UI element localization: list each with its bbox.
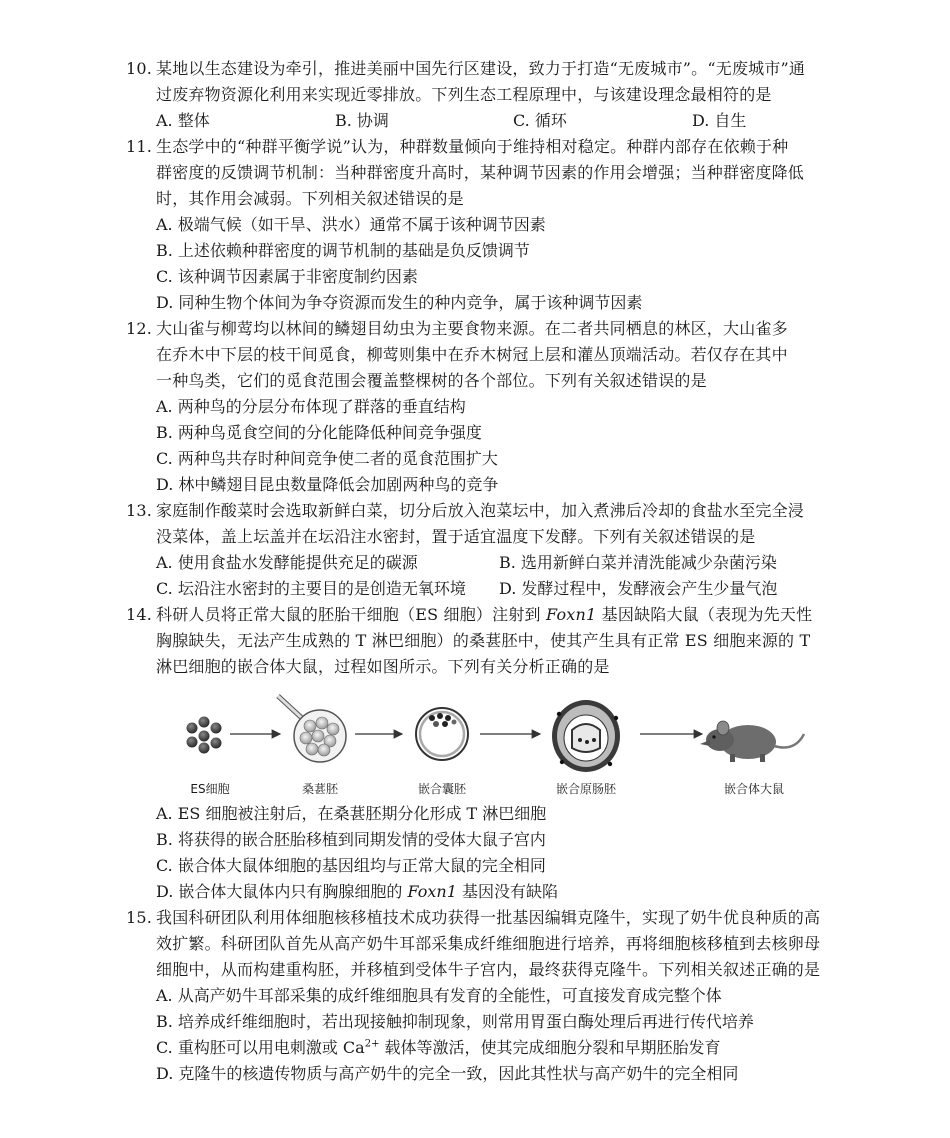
q11-stem-3: 时，其作用会减弱。下列相关叙述错误的是 xyxy=(156,189,464,208)
q13-stem-1: 家庭制作酸菜时会选取新鲜白菜，切分后放入泡菜坛中，加入煮沸后冷却的食盐水至完全浸 xyxy=(156,501,805,520)
q10-stem-2: 过废弃物资源化利用来实现近零排放。下列生态工程原理中，与该建设理念最相符的是 xyxy=(156,85,772,104)
q13-option-c[interactable]: C. 坛沿注水密封的主要目的是创造无氧环境 xyxy=(156,579,466,598)
morula-icon xyxy=(278,696,346,762)
q13-option-a[interactable]: A. 使用食盐水发酵能提供充足的碳源 xyxy=(156,553,418,572)
q13-option-d[interactable]: D. 发酵过程中，发酵液会产生少量气泡 xyxy=(499,579,778,598)
label-gastrula: 嵌合原肠胚 xyxy=(555,782,616,796)
rat-icon xyxy=(700,721,804,762)
q11-line-1 xyxy=(126,134,788,160)
q15-number: 15. xyxy=(126,908,153,927)
q15-option-b[interactable]: B. 培养成纤维细胞时，若出现接触抑制现象，则常用胃蛋白酶处理后再进行传代培养 xyxy=(156,1012,754,1031)
q12-stem-2: 在乔木中下层的枝干间觅食，柳莺则集中在乔木树冠上层和灌丛顶端活动。若仅存在其中 xyxy=(156,345,788,364)
q12-stem-3: 一种鸟类，它们的觅食范围会覆盖整棵树的各个部位。下列有关叙述错误的是 xyxy=(156,371,707,390)
q15-stem-1: 我国科研团队利用体细胞核移植技术成功获得一批基因编辑克隆牛，实现了奶牛优良种质的高 xyxy=(156,908,821,927)
q15-option-c-text-b: 载体等激活，使其完成细胞分裂和早期胚胎发育 xyxy=(379,1038,721,1057)
blastocyst-icon xyxy=(416,708,468,760)
q14-figure xyxy=(170,690,810,802)
q10-line-1 xyxy=(126,56,805,82)
q15-option-a[interactable]: A. 从高产奶牛耳部采集的成纤维细胞具有发育的全能性，可直接发育成完整个体 xyxy=(156,986,722,1005)
q13-number: 13. xyxy=(126,501,153,520)
q14-number: 14. xyxy=(126,605,153,624)
gastrula-icon xyxy=(552,700,620,772)
q11-number: 11. xyxy=(126,137,153,156)
q14-stem-2: 胸腺缺失，无法产生成熟的 T 淋巴细胞）的桑葚胚中，使其产生具有正常 ES 细胞来源的 T xyxy=(156,631,811,650)
q14-stem-1a: 科研人员将正常大鼠的胚胎干细胞（ES 细胞）注射到 xyxy=(156,605,547,624)
q15-option-c-superscript: 2+ xyxy=(364,1038,380,1050)
q11-stem-2: 群密度的反馈调节机制：当种群密度升高时，某种调节因素的作用会增强；当种群密度降低 xyxy=(156,163,805,182)
q14-option-c[interactable]: C. 嵌合体大鼠体细胞的基因组均与正常大鼠的完全相同 xyxy=(156,856,546,875)
q14-option-b[interactable]: B. 将获得的嵌合胚胎移植到同期发情的受体大鼠子宫内 xyxy=(156,830,546,849)
q14-option-a[interactable]: A. ES 细胞被注射后，在桑葚胚期分化形成 T 淋巴细胞 xyxy=(156,804,547,823)
q11-option-d[interactable]: D. 同种生物个体间为争夺资源而发生的种内竞争，属于该种调节因素 xyxy=(156,293,643,312)
q13-line-1 xyxy=(126,498,804,524)
q11-stem-1: 生态学中的“种群平衡学说”认为，种群数量倾向于维持相对稳定。种群内部存在依赖于种 xyxy=(156,137,789,156)
q12-number: 12. xyxy=(126,319,153,338)
q15-line-1 xyxy=(126,905,820,931)
q10-option-d[interactable]: D. 自生 xyxy=(692,111,747,130)
label-es-cell: ES细胞 xyxy=(190,782,230,796)
q12-stem-1: 大山雀与柳莺均以林间的鳞翅目幼虫为主要食物来源。在二者共同栖息的林区，大山雀多 xyxy=(156,319,788,338)
label-chimeric-rat: 嵌合体大鼠 xyxy=(723,782,784,796)
q12-option-b[interactable]: B. 两种鸟觅食空间的分化能降低种间竞争强度 xyxy=(156,423,482,442)
q14-option-d-gene: Foxn1 xyxy=(407,882,457,901)
q15-option-d[interactable]: D. 克隆牛的核遗传物质与高产奶牛的完全一致，因此其性状与高产奶牛的完全相同 xyxy=(156,1064,739,1083)
q15-stem-2: 效扩繁。科研团队首先从高产奶牛耳部采集成纤维细胞进行培养，再将细胞核移植到去核卵母 xyxy=(156,934,821,953)
q10-option-c[interactable]: C. 循环 xyxy=(513,111,567,130)
q14-option-d-text-a: D. 嵌合体大鼠体内只有胸腺细胞的 xyxy=(156,882,408,901)
q14-gene-name: Foxn1 xyxy=(546,605,597,624)
q15-option-c-text-a: C. 重构胚可以用电刺激或 Ca xyxy=(156,1038,365,1057)
q12-option-a[interactable]: A. 两种鸟的分层分布体现了群落的垂直结构 xyxy=(156,397,466,416)
q12-option-c[interactable]: C. 两种鸟共存时种间竞争使二者的觅食范围扩大 xyxy=(156,449,498,468)
q10-number: 10. xyxy=(126,59,153,78)
q14-line-1 xyxy=(126,602,812,628)
q14-option-d[interactable] xyxy=(156,879,558,905)
q11-option-b[interactable]: B. 上述依赖种群密度的调节机制的基础是负反馈调节 xyxy=(156,241,530,260)
q10-option-a[interactable]: A. 整体 xyxy=(156,111,210,130)
process-diagram xyxy=(170,690,810,782)
label-blastocyst: 嵌合囊胚 xyxy=(417,782,466,796)
q15-option-c[interactable] xyxy=(156,1035,721,1061)
q10-option-b[interactable]: B. 协调 xyxy=(335,111,389,130)
q14-stem-1b: 基因缺陷大鼠（表现为先天性 xyxy=(596,605,813,624)
q14-stem-3: 淋巴细胞的嵌合体大鼠，过程如图所示。下列有关分析正确的是 xyxy=(156,657,610,676)
q14-option-d-text-b: 基因没有缺陷 xyxy=(456,882,558,901)
q12-option-d[interactable]: D. 林中鳞翅目昆虫数量降低会加剧两种鸟的竞争 xyxy=(156,475,499,494)
q11-option-c[interactable]: C. 该种调节因素属于非密度制约因素 xyxy=(156,267,418,286)
es-cells-icon xyxy=(187,717,222,754)
label-morula: 桑葚胚 xyxy=(301,782,338,796)
q15-stem-3: 细胞中，从而构建重构胚，并移植到受体牛子宫内，最终获得克隆牛。下列相关叙述正确的是 xyxy=(156,960,821,979)
q11-option-a[interactable]: A. 极端气候（如干旱、洪水）通常不属于该种调节因素 xyxy=(156,215,546,234)
q13-option-b[interactable]: B. 选用新鲜白菜并清洗能减少杂菌污染 xyxy=(499,553,777,572)
q12-line-1 xyxy=(126,316,788,342)
q10-stem-1: 某地以生态建设为牵引，推进美丽中国先行区建设，致力于打造“无废城市”。“无废城市”通 xyxy=(156,59,806,78)
q13-stem-2: 没菜体，盖上坛盖并在坛沿注水密封，置于适宜温度下发酵。下列有关叙述错误的是 xyxy=(156,527,756,546)
